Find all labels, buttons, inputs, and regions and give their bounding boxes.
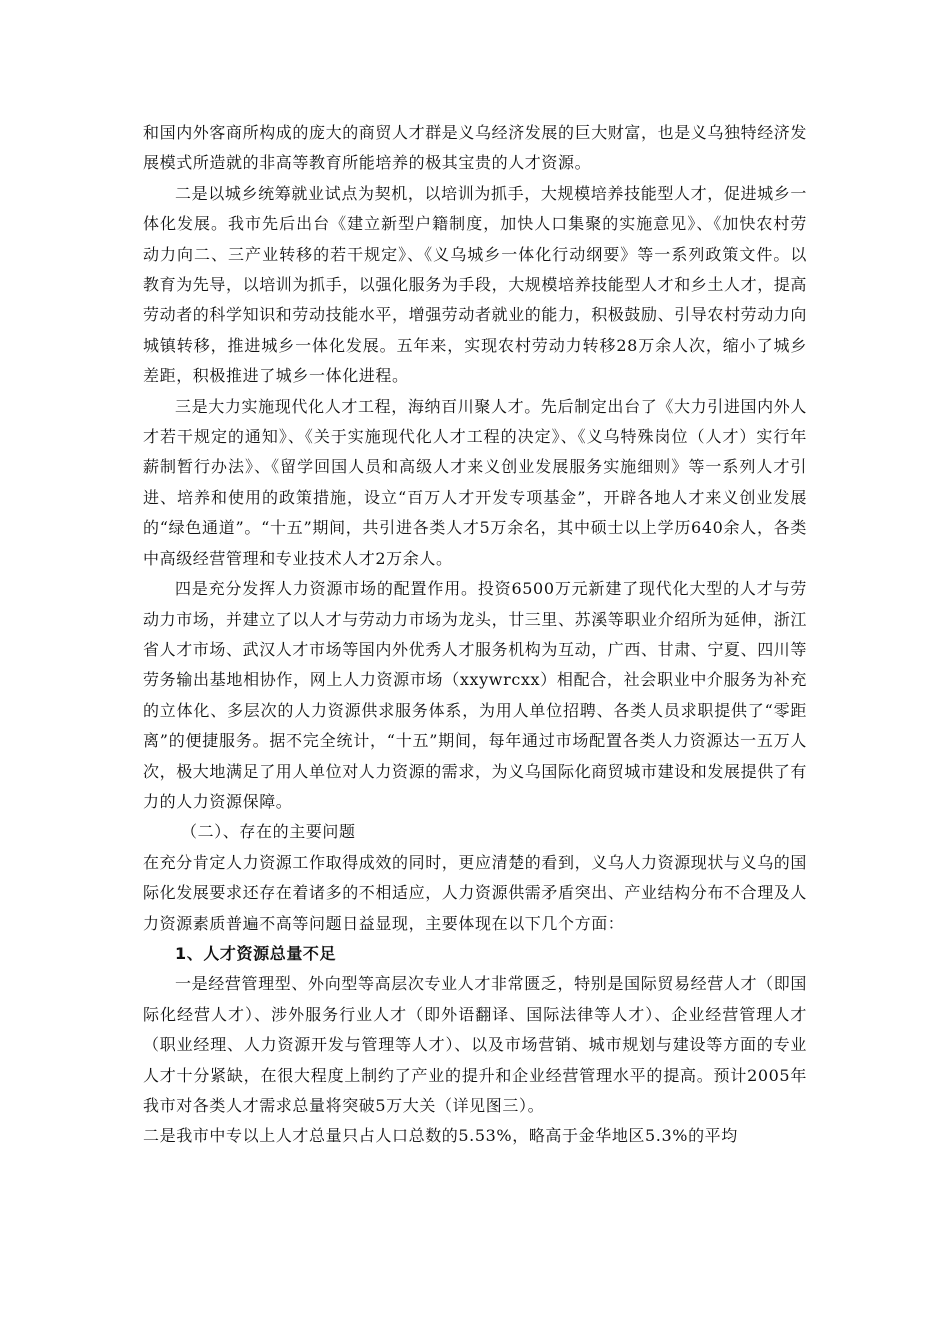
paragraph-market: 四是充分发挥人力资源市场的配置作用。投资6500万元新建了现代化大型的人才与劳动力市场，并建立了以人才与劳动力市场为龙头，廿三里、苏溪等职业介绍所为延伸，浙江省人才市场、武汉人才市场等国内外优秀人才服务机构为互动，广西、甘肃、宁夏、四川等劳务输出基地相协作，网上人力资源市场（xxywrcxx）相配合，社会职业中介服务为补充的立体化、多层次的人力资源供求服务体系，为用人单位招聘、各类人员求职提供了“零距离”的便捷服务。据不完全统计，“十五”期间，每年通过市场配置各类人力资源达一五万人次，极大地满足了用人单位对人力资源的需求，为义乌国际化商贸城市建设和发展提供了有力的人力资源保障。 bbox=[143, 579, 808, 811]
document-page bbox=[143, 118, 807, 1152]
subheading: 1、人才资源总量不足 bbox=[175, 943, 337, 963]
section-intro: 在充分肯定人力资源工作取得成效的同时，更应清楚的看到，义乌人力资源现状与义乌的国际化发展要求还存在着诸多的不相适应，人力资源供需矛盾突出、产业结构分布不合理及人力资源素质普遍不高等问题日益显现，主要体现在以下几个方面： bbox=[143, 852, 808, 933]
section-heading: （二）、存在的主要问题 bbox=[181, 822, 356, 842]
paragraph-continuation: 和国内外客商所构成的庞大的商贸人才群是义乌经济发展的巨大财富，也是义乌独特经济发展模式所造就的非高等教育所能培养的极其宝贵的人才资源。 bbox=[143, 123, 808, 173]
sub-paragraph: 一是经营管理型、外向型等高层次专业人才非常匮乏，特别是国际贸易经营人才（即国际化经营人才）、涉外服务行业人才（即外语翻译、国际法律等人才）、企业经营管理人才（职业经理、人力资源开发与管理等人才）、以及市场营销、城市规划与建设等方面的专业人才十分紧缺，在很大程度上制约了产业的提升和企业经营管理水平的提高。预计2005年我市对各类人才需求总量将突破5万大关（详见图三）。 bbox=[143, 974, 807, 1115]
paragraph-talent-project: 三是大力实施现代化人才工程，海纳百川聚人才。先后制定出台了《大力引进国内外人才若干规定的通知》、《关于实施现代化人才工程的决定》、《义乌特殊岗位（人才）实行年薪制暂行办法》、《留学回国人员和高级人才来义创业发展服务实施细则》等一系列人才引进、培养和使用的政策措施，设立“百万人才开发专项基金”，开辟各地人才来义创业发展的“绿色通道”。“十五”期间，共引进各类人才5万余名，其中硕士以上学历640余人，各类中高级经营管理和专业技术人才2万余人。 bbox=[143, 396, 807, 568]
paragraph-urban-rural: 二是以城乡统筹就业试点为契机，以培训为抓手，大规模培养技能型人才，促进城乡一体化发展。我市先后出台《建立新型户籍制度，加快人口集聚的实施意见》、《加快农村劳动力向二、三产业转移的若干规定》、《义乌城乡一体化行动纲要》等一系列政策文件。以教育为先导，以培训为抓手，以强化服务为手段，大规模培养技能型人才和乡土人才，提高劳动者的科学知识和劳动技能水平，增强劳动者就业的能力，积极鼓励、引导农村劳动力向城镇转移，推进城乡一体化发展。五年来，实现农村劳动力转移28万余人次，缩小了城乡差距，积极推进了城乡一体化进程。 bbox=[143, 183, 808, 386]
last-paragraph: 二是我市中专以上人才总量只占人口总数的5.53%，略高于金华地区5.3%的平均 bbox=[143, 1126, 738, 1146]
